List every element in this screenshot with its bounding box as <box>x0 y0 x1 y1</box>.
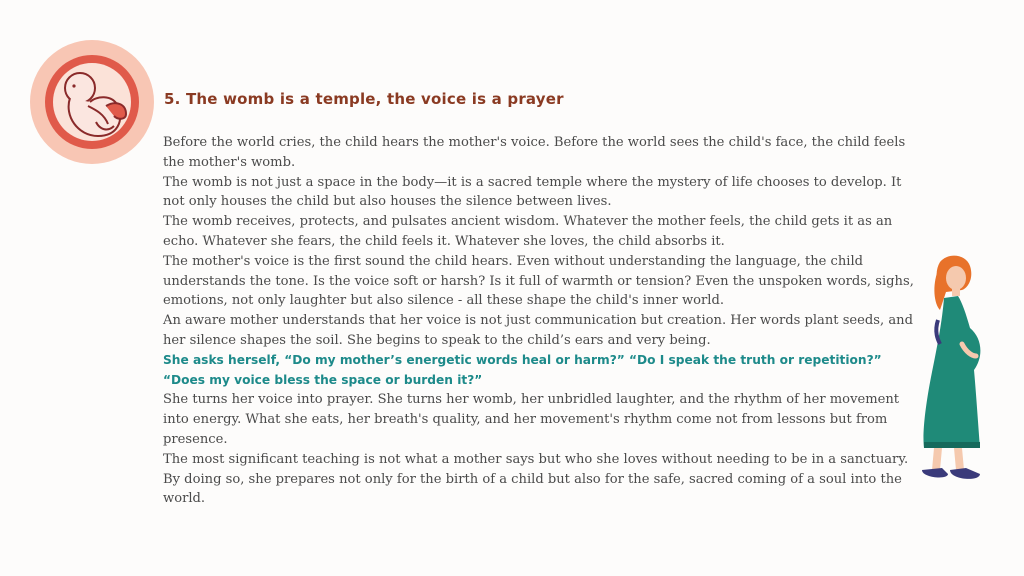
fetus-in-womb-icon <box>30 40 154 164</box>
highlight-quote: She asks herself, “Do my mother’s energetic words heal or harm?” “Do I speak the truth or repetition?” “Does my voice bless the space or burden it?” <box>163 352 882 387</box>
paragraph: She turns her voice into prayer. She turns her womb, her unbridled laughter, and the rhythm of her movement into energy. What she eats, her breath's quality, and her movement's rhythm come not from lessons but from presence. <box>163 392 900 447</box>
pregnant-woman-illustration <box>918 252 990 488</box>
paragraph: An aware mother understands that her voice is not just communication but creation. Her words plant seeds, and her silence shapes the soil. She begins to speak to the child’s ears and very being. <box>163 313 913 348</box>
paragraph: Before the world cries, the child hears the mother's voice. Before the world sees the child's face, the child feels the mother's womb. <box>163 135 906 170</box>
paragraph: The most significant teaching is not what a mother says but who she loves without needing to be in a sanctuary. By doing so, she prepares not only for the birth of a child but also for the safe, sacred coming of a soul into the world. <box>163 451 909 507</box>
paragraph: The womb is not just a space in the body—it is a sacred temple where the mystery of life chooses to develop. It not only houses the child but also houses the silence between lives. <box>163 174 902 210</box>
paragraph: The womb receives, protects, and pulsates ancient wisdom. Whatever the mother feels, the child gets it as an echo. Whatever she fears, the child feels it. Whatever she loves, the child absorbs it. <box>163 214 893 249</box>
paragraph: The mother's voice is the first sound the child hears. Even without understanding the language, the child understands the tone. Is the voice soft or harsh? Is it full of warmth or tension? Even the unspoken words, sighs, emotions, not only laughter but also silence - all these shape the child's inner world. <box>163 253 914 309</box>
section-title: 5. The womb is a temple, the voice is a prayer <box>164 90 564 108</box>
body-text <box>163 133 915 509</box>
